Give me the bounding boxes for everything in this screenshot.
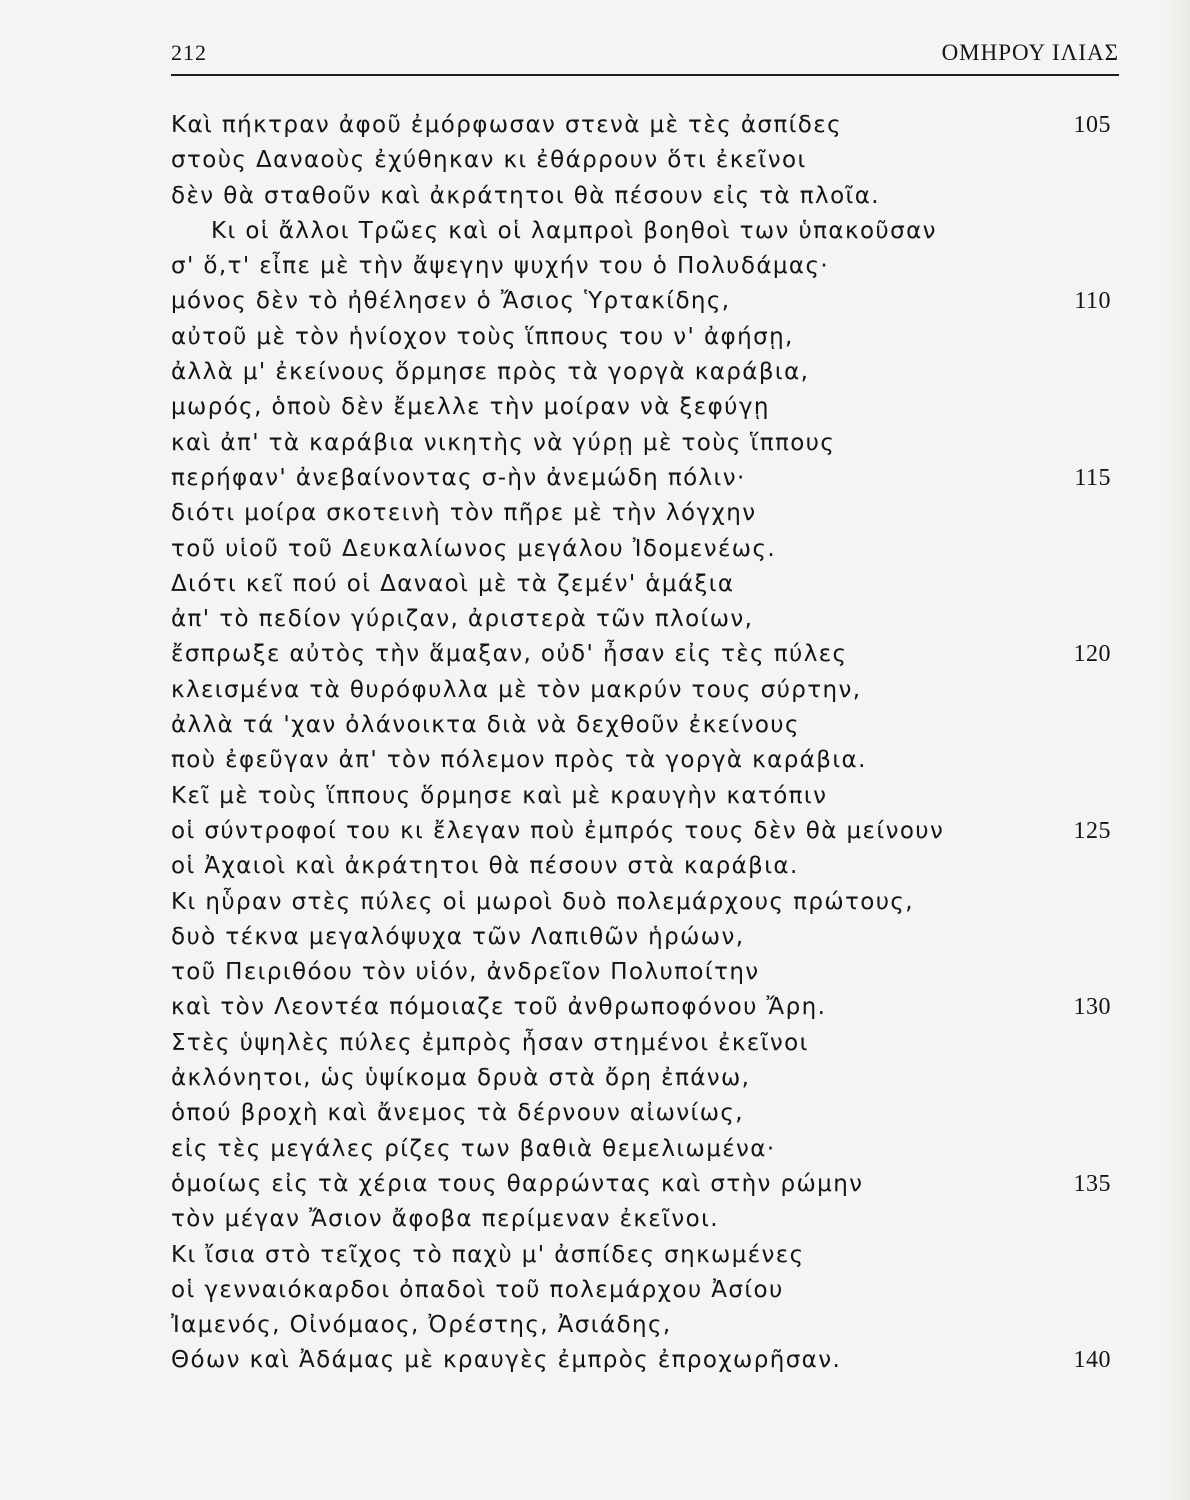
verse-line (171, 532, 1111, 567)
verse-text: καὶ τὸν Λεοντέα πόμοιαζε τοῦ ἀνθρωποφόνου Ἄρη. (171, 994, 827, 1021)
verse-block (171, 108, 1111, 1379)
verse-line (171, 1061, 1111, 1096)
line-number: 110 (1074, 288, 1111, 315)
verse-text: οἱ σύντροφοί του κι ἔλεγαν ποὺ ἐμπρός τους δὲν θὰ μείνουν (171, 817, 945, 844)
line-number: 120 (1073, 641, 1111, 668)
verse-line (171, 108, 1111, 143)
verse-text: ἀλλὰ μ' ἐκείνους ὅρμησε πρὸς τὰ γοργὰ καράβια, (171, 359, 810, 386)
verse-text: Θόων καὶ Ἀδάμας μὲ κραυγὲς ἐμπρὸς ἐπροχωρῆσαν. (171, 1347, 842, 1374)
verse-line (171, 390, 1111, 425)
header-rule (171, 74, 1119, 76)
verse-text: δυὸ τέκνα μεγαλόψυχα τῶν Λαπιθῶν ἡρώων, (171, 923, 745, 950)
verse-line (171, 1202, 1111, 1237)
verse-text: κλεισμένα τὰ θυρόφυλλα μὲ τὸν μακρύν τους σύρτην, (171, 676, 862, 703)
verse-line (171, 1096, 1111, 1131)
verse-text: σ' ὅ,τ' εἶπε μὲ τὴν ἄψεγην ψυχήν του ὁ Πολυδάμας· (171, 253, 830, 280)
verse-text: διότι μοίρα σκοτεινὴ τὸν πῆρε μὲ τὴν λόγχην (171, 500, 757, 527)
verse-line (171, 355, 1111, 390)
verse-text: Διότι κεῖ πού οἱ Δαναοὶ μὲ τὰ ζεμέν' ἁμάξια (171, 570, 735, 597)
verse-text: Κι ηὗραν στὲς πύλες οἱ μωροὶ δυὸ πολεμάρχους πρώτους, (171, 888, 915, 915)
line-number: 130 (1073, 994, 1111, 1021)
verse-text: τοῦ υἱοῦ τοῦ Δευκαλίωνος μεγάλου Ἰδομενέως. (171, 535, 777, 562)
verse-line (171, 885, 1111, 920)
verse-line (171, 990, 1111, 1025)
verse-line (171, 179, 1111, 214)
verse-text: οἱ Ἀχαιοὶ καὶ ἀκράτητοι θὰ πέσουν στὰ καράβια. (171, 853, 799, 880)
verse-text: ἀπ' τὸ πεδίον γύριζαν, ἀριστερὰ τῶν πλοίων, (171, 606, 754, 633)
verse-line (171, 602, 1111, 637)
verse-text: ὁπού βροχὴ καὶ ἄνεμος τὰ δέρνουν αἰωνίως, (171, 1100, 745, 1127)
running-title: ΟΜΗΡΟΥ ΙΛΙΑΣ (941, 40, 1119, 65)
verse-line (171, 673, 1111, 708)
verse-line (171, 708, 1111, 743)
line-number: 125 (1073, 817, 1111, 844)
verse-text: εἰς τὲς μεγάλες ρίζες των βαθιὰ θεμελιωμένα· (171, 1135, 776, 1162)
verse-text: Κι οἱ ἄλλοι Τρῶες καὶ οἱ λαμπροὶ βοηθοὶ των ὑπακοῦσαν (211, 217, 937, 244)
verse-line (171, 1132, 1111, 1167)
verse-text: Καὶ πήκτραν ἀφοῦ ἐμόρφωσαν στενὰ μὲ τὲς ἀσπίδες (171, 112, 842, 138)
verse-text: Ἰαμενός, Οἰνόμαος, Ὀρέστης, Ἀσιάδης, (171, 1312, 672, 1339)
verse-line (171, 496, 1111, 531)
verse-text: ἀκλόνητοι, ὡς ὑψίκομα δρυὰ στὰ ὄρη ἐπάνω, (171, 1065, 751, 1092)
page-edge-shadow (1164, 0, 1190, 1500)
verse-text: ἀλλὰ τά 'χαν ὀλάνοικτα διὰ νὰ δεχθοῦν ἐκείνους (171, 712, 800, 739)
verse-line (171, 426, 1111, 461)
verse-line (171, 814, 1111, 849)
verse-line (171, 1308, 1111, 1343)
page-header (171, 40, 1119, 74)
verse-line (171, 284, 1111, 319)
verse-text: τὸν μέγαν Ἄσιον ἄφοβα περίμεναν ἐκεῖνοι. (171, 1206, 720, 1233)
verse-text: ποὺ ἐφεῦγαν ἀπ' τὸν πόλεμον πρὸς τὰ γοργὰ καράβια. (171, 747, 867, 774)
verse-line (171, 920, 1111, 955)
verse-text: Κι ἴσια στὸ τεῖχος τὸ παχὺ μ' ἀσπίδες σηκωμένες (171, 1241, 805, 1268)
verse-line (171, 849, 1111, 884)
line-number: 140 (1073, 1347, 1111, 1374)
verse-text: μόνος δὲν τὸ ἠθέλησεν ὁ Ἄσιος Ὑρτακίδης, (171, 288, 731, 315)
line-number: 105 (1073, 112, 1111, 138)
verse-line (171, 1167, 1111, 1202)
verse-line (171, 249, 1111, 284)
verse-text: περήφαν' ἀνεβαίνοντας σ-ὴν ἀνεμώδη πόλιν· (171, 464, 746, 491)
verse-text: Κεῖ μὲ τοὺς ἵππους ὅρμησε καὶ μὲ κραυγὴν κατόπιν (171, 782, 828, 809)
verse-text: οἱ γενναιόκαρδοι ὀπαδοὶ τοῦ πολεμάρχου Ἀσίου (171, 1276, 784, 1303)
verse-line (171, 1343, 1111, 1378)
verse-line (171, 1026, 1111, 1061)
line-number: 135 (1073, 1170, 1111, 1197)
line-number: 115 (1074, 464, 1111, 491)
verse-text: μωρός, ὁποὺ δὲν ἔμελλε τὴν μοίραν νὰ ξεφύγῃ (171, 394, 770, 421)
page-number: 212 (171, 40, 207, 65)
verse-line (171, 461, 1111, 496)
verse-text: τοῦ Πειριθόου τὸν υἱόν, ἀνδρεῖον Πολυποίτην (171, 959, 760, 986)
verse-text: δὲν θὰ σταθοῦν καὶ ἀκράτητοι θὰ πέσουν εἰς τὰ πλοῖα. (171, 182, 880, 209)
verse-line (171, 743, 1111, 778)
verse-text: ὁμοίως εἰς τὰ χέρια τους θαρρώντας καὶ στὴν ρώμην (171, 1170, 864, 1197)
verse-line (171, 143, 1111, 178)
verse-line (171, 567, 1111, 602)
verse-line (171, 1273, 1111, 1308)
verse-line (171, 214, 1111, 249)
verse-text: ἔσπρωξε αὐτὸς τὴν ἅμαξαν, οὐδ' ἦσαν εἰς τὲς πύλες (171, 641, 848, 668)
verse-line (171, 955, 1111, 990)
verse-text: Στὲς ὑψηλὲς πύλες ἐμπρὸς ἦσαν στημένοι ἐκεῖνοι (171, 1029, 809, 1056)
verse-line (171, 320, 1111, 355)
verse-text: στοὺς Δαναοὺς ἐχύθηκαν κι ἐθάρρουν ὅτι ἐκεῖνοι (171, 147, 807, 174)
verse-text: αὐτοῦ μὲ τὸν ἡνίοχον τοὺς ἵππους του ν' ἀφήσῃ, (171, 323, 794, 350)
verse-line (171, 1238, 1111, 1273)
verse-line (171, 779, 1111, 814)
verse-text: καὶ ἀπ' τὰ καράβια νικητὴς νὰ γύρῃ μὲ τοὺς ἵππους (171, 429, 836, 456)
verse-line (171, 637, 1111, 672)
